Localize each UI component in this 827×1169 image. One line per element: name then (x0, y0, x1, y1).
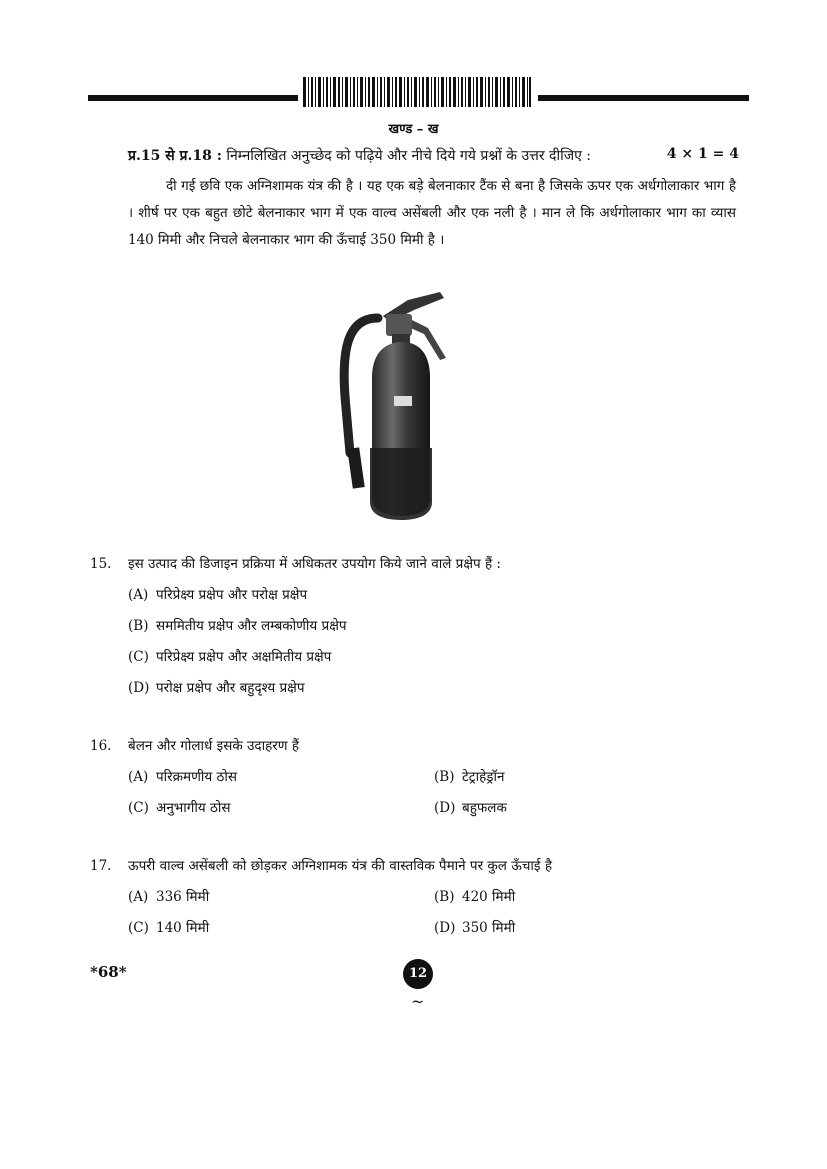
question-text: ऊपरी वाल्व असेंबली को छोड़कर अग्निशामक यंत्र की वास्तविक पैमाने पर कुल ऊँचाई है (128, 858, 552, 874)
option-15c (128, 647, 331, 665)
question-number: 16. (90, 738, 112, 754)
option-label: (B) (434, 769, 455, 785)
option-17d (434, 918, 515, 936)
marks-label: 4 × 1 = 4 (666, 146, 739, 162)
option-15a (128, 585, 307, 603)
option-text: परिप्रेक्ष्य प्रक्षेप और अक्षमितीय प्रक्षेप (156, 649, 332, 665)
option-text: परिक्रमणीय ठोस (156, 769, 237, 785)
option-text: परिप्रेक्ष्य प्रक्षेप और परोक्ष प्रक्षेप (156, 587, 308, 603)
option-label: (C) (128, 800, 149, 816)
option-label: (D) (434, 920, 456, 936)
option-text: 420 मिमी (462, 889, 516, 905)
option-text: अनुभागीय ठोस (156, 800, 231, 816)
option-label: (B) (434, 889, 455, 905)
option-17a (128, 887, 209, 905)
instruction-text: निम्नलिखित अनुच्छेद को पढ़िये और नीचे दिये गये प्रश्नों के उत्तर दीजिए : (226, 148, 592, 164)
option-label: (D) (128, 680, 150, 696)
option-text: बहुफलक (462, 800, 507, 816)
question-text: बेलन और गोलार्ध इसके उदाहरण हैं (128, 738, 299, 754)
option-16a (128, 767, 237, 785)
option-15d (128, 678, 305, 696)
question-16 (90, 736, 299, 754)
passage: दी गई छवि एक अग्निशामक यंत्र की है । यह एक बड़े बेलनाकार टैंक से बना है जिसके ऊपर एक अर्धगोलाकार भाग है । शीर्ष पर एक बहुत छोटे बेलनाकार भाग में एक वाल्व असेंबली और एक नली है । मान ले कि अर्धगोलाकार भाग का व्यास 140 मिमी और निचले बेलनाकार भाग की ऊँचाई 350 मिमी है । (128, 178, 736, 248)
option-16b (434, 767, 505, 785)
option-17c (128, 918, 209, 936)
option-label: (A) (128, 889, 149, 905)
option-17b (434, 887, 515, 905)
question-number: 15. (90, 556, 112, 572)
option-text: सममितीय प्रक्षेप और लम्बकोणीय प्रक्षेप (156, 618, 347, 634)
fire-extinguisher-image (328, 288, 464, 523)
paper-code: *68* (90, 963, 127, 981)
question-text: इस उत्पाद की डिजाइन प्रक्रिया में अधिकतर उपयोग किये जाने वाले प्रक्षेप हैं : (128, 556, 501, 572)
option-label: (B) (128, 618, 149, 634)
option-label: (D) (434, 800, 456, 816)
section-title: खण्ड – ख (388, 122, 439, 137)
page-number: 12 (403, 959, 433, 989)
option-text: 140 मिमी (156, 920, 210, 936)
question-instruction (128, 146, 740, 165)
option-text: 350 मिमी (462, 920, 516, 936)
option-text: परोक्ष प्रक्षेप और बहुदृश्य प्रक्षेप (156, 680, 305, 696)
question-range: प्र.15 से प्र.18 : (128, 148, 222, 164)
question-number: 17. (90, 858, 112, 874)
question-15 (90, 554, 501, 572)
header-rule-left (88, 95, 298, 101)
option-16c (128, 798, 230, 816)
option-label: (A) (128, 587, 149, 603)
footer-tilde: ~ (411, 992, 425, 1011)
header-rule-right (538, 95, 749, 101)
option-text: 336 मिमी (156, 889, 210, 905)
question-17 (90, 856, 552, 874)
option-16d (434, 798, 507, 816)
option-text: टेट्राहेड्रॉन (462, 769, 505, 785)
option-15b (128, 616, 347, 634)
option-label: (A) (128, 769, 149, 785)
barcode-icon (303, 77, 531, 107)
option-label: (C) (128, 920, 149, 936)
option-label: (C) (128, 649, 149, 665)
